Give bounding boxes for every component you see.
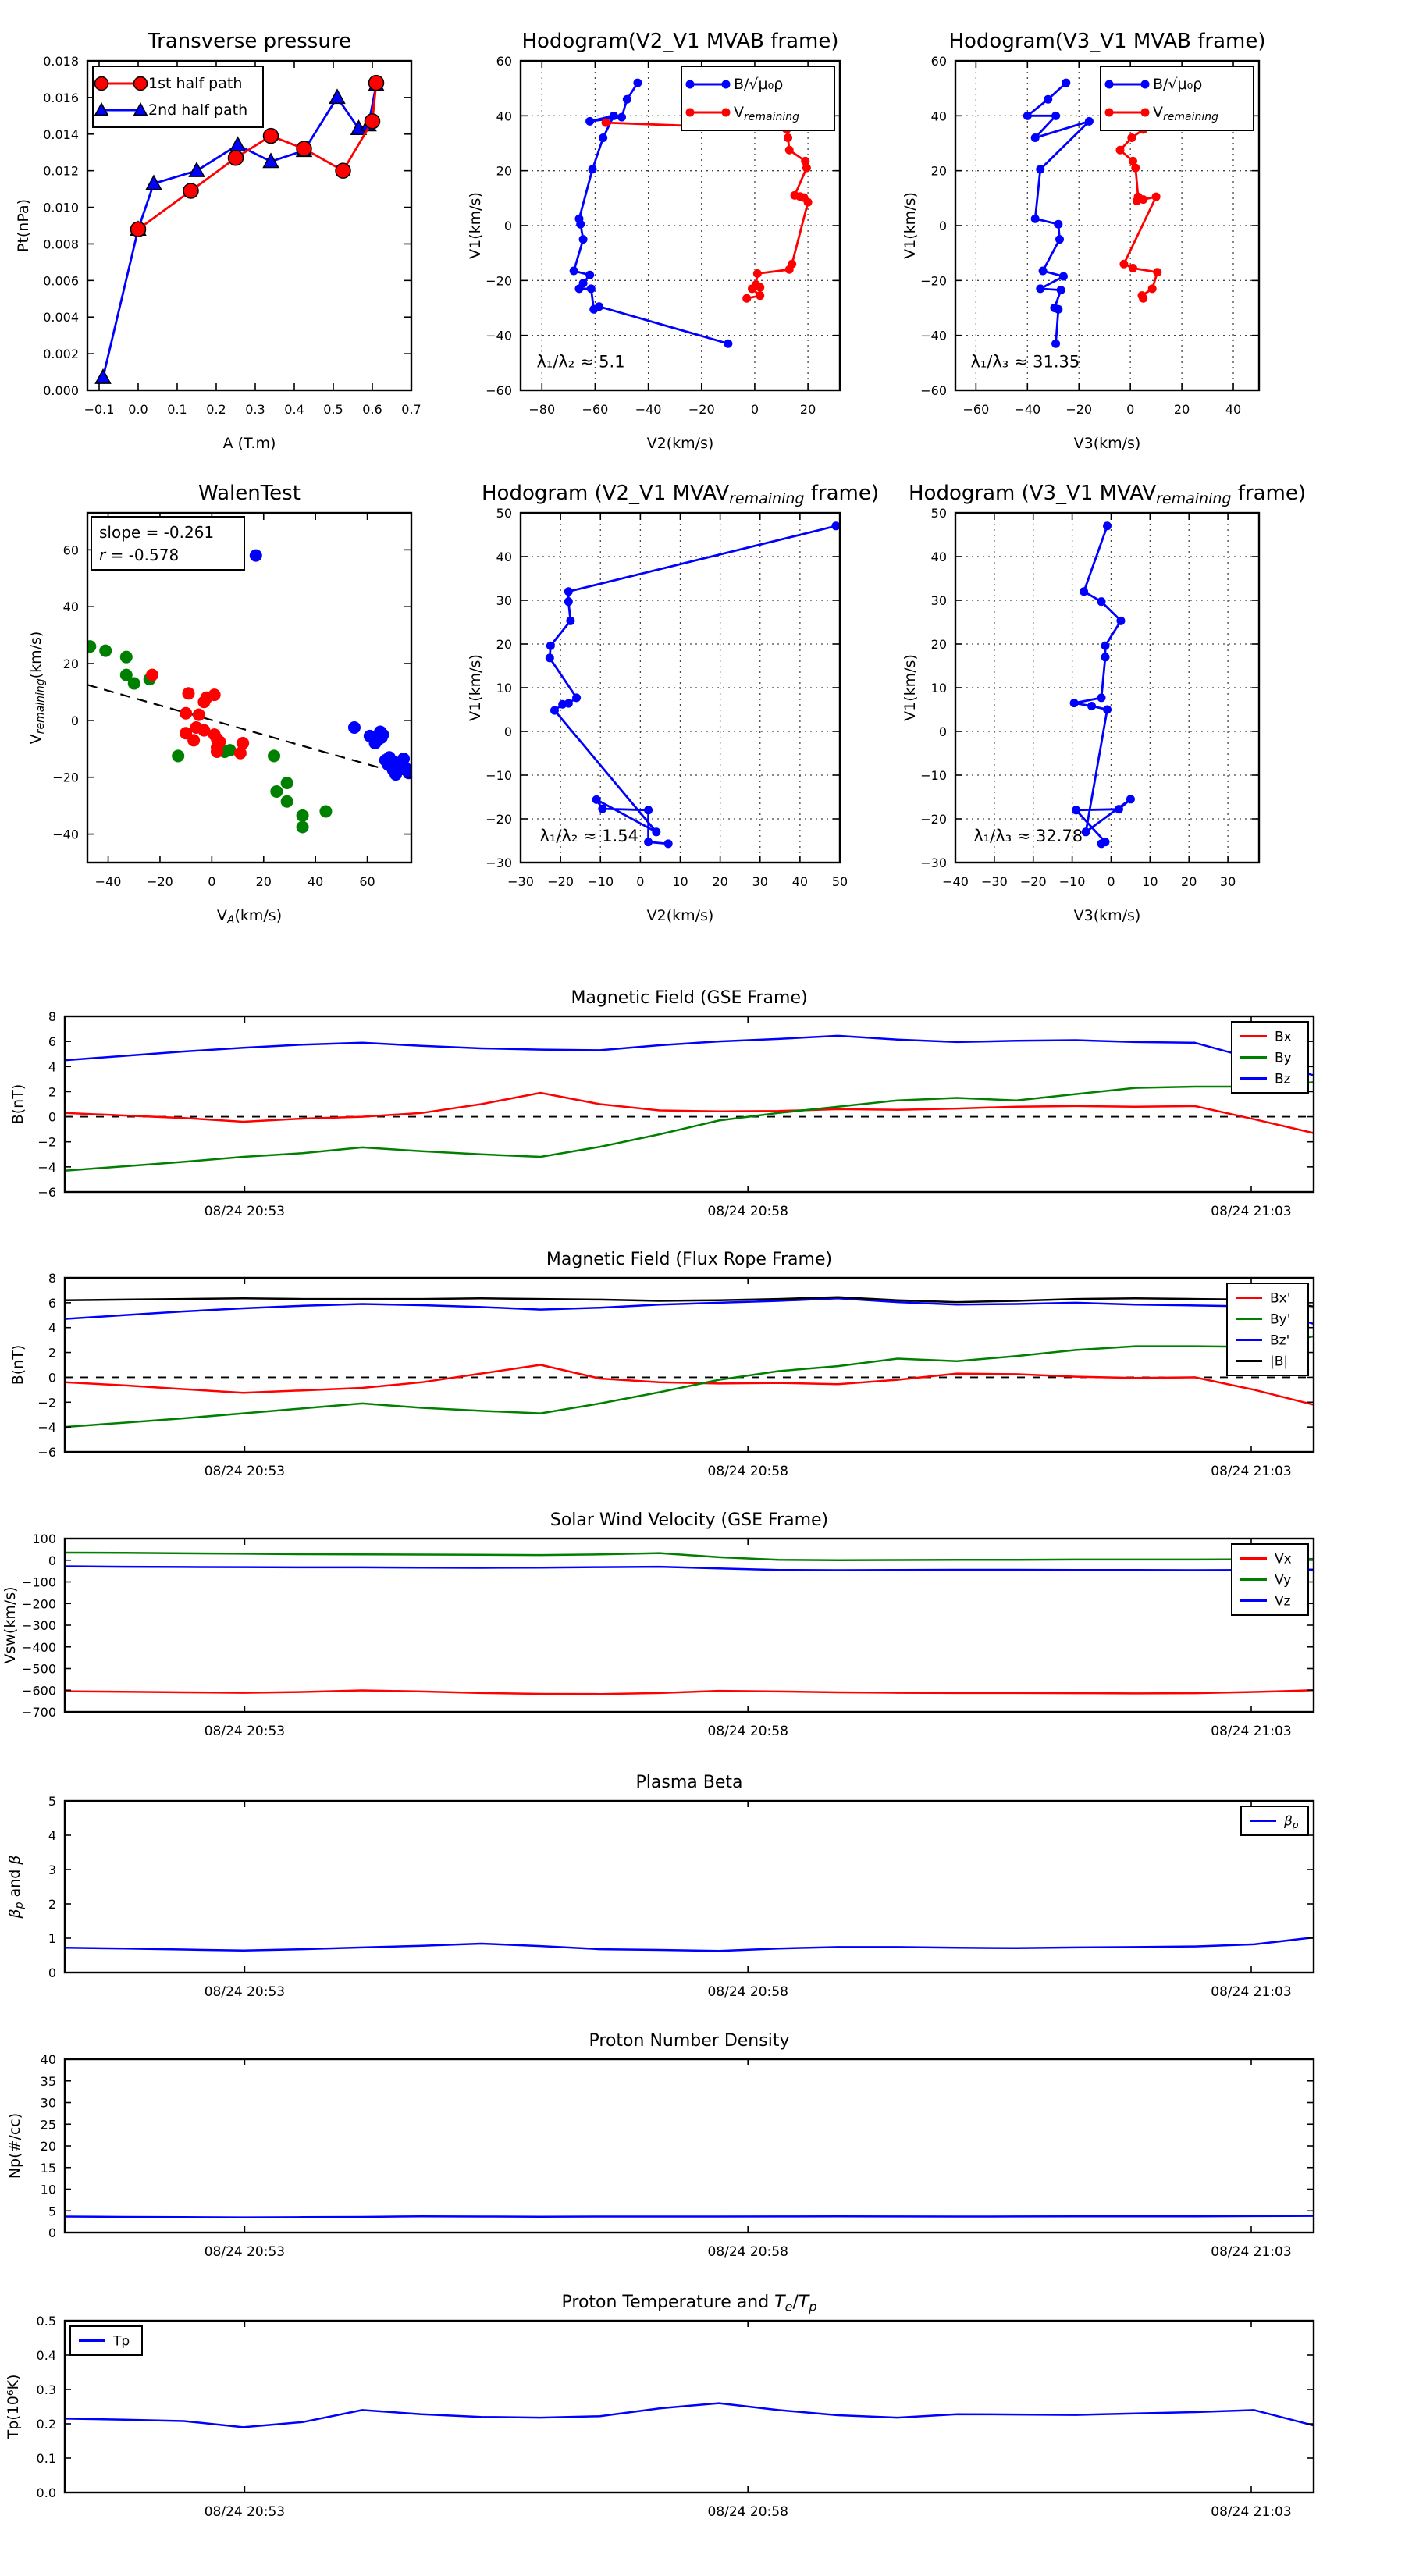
svg-text:2nd half path: 2nd half path	[148, 101, 248, 119]
svg-text:0.0: 0.0	[36, 2485, 56, 2500]
svg-text:Vsw(km/s): Vsw(km/s)	[2, 1586, 19, 1664]
panel-transverse-pressure	[12, 12, 468, 480]
svg-text:40: 40	[62, 600, 79, 615]
svg-text:6: 6	[48, 1034, 56, 1050]
svg-text:0: 0	[48, 1370, 56, 1386]
svg-text:−10: −10	[920, 768, 947, 783]
svg-text:0.006: 0.006	[43, 273, 79, 289]
svg-text:−40: −40	[52, 827, 79, 842]
svg-text:WalenTest: WalenTest	[198, 482, 301, 505]
svg-text:60: 60	[359, 874, 375, 889]
svg-text:V2(km/s): V2(km/s)	[646, 907, 714, 924]
svg-text:4: 4	[48, 1320, 56, 1336]
svg-text:30: 30	[930, 593, 947, 608]
svg-text:−60: −60	[962, 402, 990, 417]
svg-text:0.0: 0.0	[128, 402, 148, 417]
panel-proton-temperature	[0, 2272, 1405, 2553]
svg-text:−40: −40	[94, 874, 122, 889]
svg-text:−700: −700	[22, 1705, 56, 1720]
svg-text:V3(km/s): V3(km/s)	[1073, 907, 1141, 924]
svg-text:60: 60	[930, 54, 947, 69]
svg-text:−60: −60	[920, 383, 947, 398]
svg-text:−20: −20	[486, 273, 512, 289]
svg-text:Hodogram (V2_V1 MVAVremaining: Hodogram (V2_V1 $MVAV_{remaining}$ frame)	[482, 482, 879, 508]
svg-text:0.3: 0.3	[36, 2382, 56, 2397]
svg-text:0: 0	[503, 724, 512, 739]
svg-text:Transverse pressure: Transverse pressure	[148, 30, 351, 53]
svg-text:−10: −10	[486, 768, 512, 783]
svg-text:08/24 20:58: 08/24 20:58	[707, 1204, 788, 1219]
svg-text:50: 50	[930, 506, 947, 521]
svg-text:βp: $\beta_p$	[1284, 1813, 1299, 1831]
svg-text:−2: −2	[37, 1134, 56, 1150]
svg-text:100: 100	[32, 1532, 56, 1546]
svg-text:15: 15	[40, 2160, 56, 2176]
svg-text:30: 30	[496, 593, 512, 608]
svg-text:V1(km/s): V1(km/s)	[467, 654, 484, 721]
svg-text:Pt(nPa): Pt(nPa)	[15, 198, 32, 253]
svg-text:1st half path: 1st half path	[148, 75, 243, 92]
svg-text:08/24 20:53: 08/24 20:53	[204, 2244, 286, 2260]
svg-text:−20: −20	[147, 874, 173, 889]
svg-text:2: 2	[48, 1084, 56, 1100]
svg-text:−30: −30	[486, 856, 512, 870]
svg-text:λ₁/λ₂ ≈ 5.1: λ₁/λ₂ ≈ 5.1	[536, 352, 625, 372]
svg-text:A (T.m): A (T.m)	[222, 435, 276, 452]
svg-text:20: 20	[62, 656, 79, 672]
svg-text:20: 20	[255, 874, 272, 889]
svg-text:V2(km/s): V2(km/s)	[646, 435, 714, 452]
svg-text:08/24 21:03: 08/24 21:03	[1211, 2244, 1292, 2260]
svg-text:20: 20	[496, 637, 512, 652]
svg-text:30: 30	[1219, 874, 1236, 889]
svg-text:30: 30	[40, 2095, 56, 2111]
svg-text:0.018: 0.018	[43, 54, 79, 69]
svg-text:10: 10	[672, 874, 688, 889]
svg-text:−300: −300	[22, 1618, 56, 1633]
svg-text:Magnetic Field (GSE Frame): Magnetic Field (GSE Frame)	[571, 988, 808, 1008]
svg-text:60: 60	[496, 54, 512, 69]
svg-text:08/24 20:58: 08/24 20:58	[707, 1984, 788, 2000]
svg-text:−6: −6	[37, 1445, 56, 1460]
svg-text:50: 50	[831, 874, 848, 889]
svg-text:Vx: Vx	[1275, 1551, 1292, 1567]
svg-text:20: 20	[712, 874, 728, 889]
svg-text:50: 50	[496, 506, 512, 521]
svg-text:By: By	[1275, 1050, 1292, 1066]
svg-text:B(nT): B(nT)	[9, 1083, 27, 1125]
svg-text:−100: −100	[22, 1574, 56, 1590]
svg-text:−40: −40	[942, 874, 969, 889]
svg-text:0.002: 0.002	[43, 347, 79, 362]
svg-text:40: 40	[930, 109, 947, 124]
svg-text:−20: −20	[486, 812, 512, 827]
svg-text:Vremaining(km/s): $V_{remaining}(km/s)$	[27, 631, 47, 745]
svg-text:Vremaining: $V_{remaining}$	[734, 104, 799, 123]
svg-text:|B|: |B|	[1270, 1354, 1289, 1370]
svg-text:0.3: 0.3	[245, 402, 265, 417]
svg-text:Tp: Tp	[113, 2333, 130, 2350]
svg-text:10: 10	[40, 2182, 56, 2197]
svg-text:40: 40	[930, 550, 947, 564]
svg-text:0.014: 0.014	[43, 126, 79, 142]
panel-magnetic-field-gse	[0, 968, 1405, 1241]
svg-text:Hodogram(V3_V1 MVAB frame): Hodogram(V3_V1 MVAB frame)	[948, 30, 1266, 53]
panel-magnetic-field-flux-rope	[0, 1229, 1405, 1503]
svg-text:08/24 20:53: 08/24 20:53	[204, 1464, 286, 1479]
svg-text:V1(km/s): V1(km/s)	[467, 192, 484, 259]
svg-text:−40: −40	[635, 402, 662, 417]
panel-solar-wind-velocity	[0, 1489, 1405, 1763]
svg-text:Proton Number Density: Proton Number Density	[589, 2031, 790, 2051]
svg-text:4: 4	[48, 1059, 56, 1075]
svg-text:B/√μ₀ρ: B/√μ₀ρ	[734, 76, 784, 93]
svg-text:08/24 21:03: 08/24 21:03	[1211, 1464, 1292, 1479]
svg-text:2: 2	[48, 1345, 56, 1361]
svg-text:V1(km/s): V1(km/s)	[902, 654, 919, 721]
svg-text:−80: −80	[528, 402, 556, 417]
svg-text:0: 0	[636, 874, 645, 889]
svg-text:−60: −60	[486, 383, 512, 398]
svg-text:−200: −200	[22, 1596, 56, 1612]
svg-text:0: 0	[208, 874, 216, 889]
svg-text:10: 10	[496, 681, 512, 696]
svg-text:−2: −2	[37, 1395, 56, 1411]
svg-text:0.010: 0.010	[43, 200, 79, 215]
svg-text:25: 25	[40, 2117, 56, 2133]
svg-text:1: 1	[48, 1931, 56, 1946]
svg-text:Hodogram(V2_V1 MVAB frame): Hodogram(V2_V1 MVAB frame)	[521, 30, 839, 53]
svg-text:20: 20	[930, 637, 947, 652]
svg-text:60: 60	[62, 543, 79, 558]
svg-text:λ₁/λ₂ ≈ 1.54: λ₁/λ₂ ≈ 1.54	[539, 827, 639, 846]
svg-text:λ₁/λ₃ ≈ 31.35: λ₁/λ₃ ≈ 31.35	[970, 352, 1080, 372]
svg-text:08/24 21:03: 08/24 21:03	[1211, 2504, 1292, 2520]
svg-text:35: 35	[40, 2073, 56, 2089]
svg-text:−60: −60	[582, 402, 609, 417]
svg-text:0.1: 0.1	[36, 2451, 56, 2466]
svg-text:−20: −20	[920, 812, 947, 827]
svg-text:0.2: 0.2	[36, 2417, 56, 2432]
svg-text:−500: −500	[22, 1661, 56, 1677]
svg-text:0: 0	[48, 2226, 56, 2240]
svg-text:VA(km/s): $V_A(km/s)$	[216, 907, 283, 927]
svg-text:Vz: Vz	[1275, 1593, 1291, 1610]
svg-text:0.4: 0.4	[36, 2348, 56, 2363]
svg-text:08/24 20:53: 08/24 20:53	[204, 1984, 286, 2000]
svg-text:20: 20	[496, 163, 512, 179]
svg-text:0: 0	[1107, 874, 1115, 889]
svg-text:20: 20	[799, 402, 816, 417]
svg-text:−4: −4	[37, 1420, 56, 1436]
svg-text:0.012: 0.012	[43, 163, 79, 179]
svg-text:0.004: 0.004	[43, 310, 79, 326]
svg-text:λ₁/λ₃ ≈ 32.78: λ₁/λ₃ ≈ 32.78	[973, 827, 1083, 846]
svg-text:30: 30	[752, 874, 768, 889]
svg-text:08/24 20:53: 08/24 20:53	[204, 2504, 286, 2520]
svg-text:−20: −20	[920, 273, 947, 289]
svg-text:0.6: 0.6	[362, 402, 382, 417]
svg-text:08/24 20:53: 08/24 20:53	[204, 1724, 286, 1739]
svg-text:−30: −30	[980, 874, 1008, 889]
svg-text:B/√μ₀ρ: B/√μ₀ρ	[1153, 76, 1203, 93]
svg-text:08/24 21:03: 08/24 21:03	[1211, 1724, 1292, 1739]
svg-text:0: 0	[938, 219, 947, 233]
svg-text:0: 0	[48, 1553, 56, 1568]
svg-text:−20: −20	[688, 402, 715, 417]
svg-text:Bz: Bz	[1275, 1071, 1291, 1087]
svg-text:0.5: 0.5	[323, 402, 343, 417]
svg-text:−40: −40	[920, 328, 947, 343]
svg-text:B(nT): B(nT)	[9, 1344, 27, 1386]
svg-text:−30: −30	[507, 874, 534, 889]
svg-text:40: 40	[40, 2052, 56, 2067]
panel-walen-test	[12, 480, 468, 948]
svg-text:Np(#/cc): Np(#/cc)	[6, 2112, 23, 2179]
svg-text:10: 10	[1142, 874, 1158, 889]
svg-text:0: 0	[503, 219, 512, 233]
svg-text:40: 40	[1225, 402, 1242, 417]
svg-text:08/24 20:58: 08/24 20:58	[707, 1724, 788, 1739]
svg-text:5: 5	[48, 2204, 56, 2219]
svg-text:10: 10	[930, 681, 947, 696]
svg-text:3: 3	[48, 1863, 56, 1877]
svg-text:Magnetic Field (Flux Rope Fram: Magnetic Field (Flux Rope Frame)	[546, 1250, 833, 1269]
svg-text:−40: −40	[486, 328, 512, 343]
svg-text:−0.1: −0.1	[84, 402, 115, 417]
svg-text:−20: −20	[52, 770, 79, 785]
svg-text:8: 8	[48, 1009, 56, 1024]
svg-text:slope = -0.261: slope = -0.261	[99, 523, 215, 542]
svg-text:0.000: 0.000	[43, 383, 79, 398]
svg-text:−400: −400	[22, 1639, 56, 1655]
svg-text:0: 0	[48, 1109, 56, 1125]
svg-text:Tp(10⁶K): Tp(10⁶K)	[5, 2374, 22, 2439]
svg-text:08/24 21:03: 08/24 21:03	[1211, 1984, 1292, 2000]
panel-hodogram-v2v1-mvab	[468, 12, 921, 480]
svg-text:0: 0	[938, 724, 947, 739]
svg-text:−20: −20	[547, 874, 574, 889]
svg-text:−20: −20	[1019, 874, 1047, 889]
svg-text:r = -0.578: r = -0.578	[99, 546, 180, 564]
panel-hodogram-v3v1-mvab	[902, 12, 1405, 480]
svg-text:0: 0	[48, 1966, 56, 1980]
svg-text:08/24 20:53: 08/24 20:53	[204, 1204, 286, 1219]
svg-text:V3(km/s): V3(km/s)	[1073, 435, 1141, 452]
panel-plasma-beta	[0, 1752, 1405, 2025]
svg-text:Vy: Vy	[1275, 1572, 1292, 1589]
svg-text:Proton Temperature and Te/Tp: Proton Temperature and $T_e/T_p$	[561, 2293, 817, 2314]
svg-text:−30: −30	[920, 856, 947, 870]
svg-text:Bx': Bx'	[1270, 1290, 1291, 1307]
svg-text:0: 0	[1126, 402, 1135, 417]
svg-text:20: 20	[930, 163, 947, 179]
panel-hodogram-v3v1-mvav	[902, 480, 1405, 948]
svg-text:40: 40	[496, 550, 512, 564]
svg-text:0.7: 0.7	[401, 402, 422, 417]
svg-text:0.008: 0.008	[43, 237, 79, 252]
svg-text:6: 6	[48, 1295, 56, 1311]
svg-text:08/24 20:58: 08/24 20:58	[707, 2244, 788, 2260]
svg-text:Vremaining: $V_{remaining}$	[1153, 104, 1218, 123]
svg-text:0.016: 0.016	[43, 90, 79, 105]
svg-text:Bx: Bx	[1275, 1029, 1292, 1045]
svg-text:Plasma Beta: Plasma Beta	[635, 1773, 743, 1792]
panel-proton-number-density	[0, 2010, 1405, 2283]
svg-text:5: 5	[48, 1794, 56, 1809]
panel-hodogram-v2v1-mvav	[468, 480, 921, 948]
svg-text:By': By'	[1270, 1311, 1291, 1328]
svg-text:8: 8	[48, 1271, 56, 1286]
svg-text:−10: −10	[587, 874, 614, 889]
svg-text:0.4: 0.4	[284, 402, 304, 417]
svg-text:40: 40	[791, 874, 809, 889]
svg-text:V1(km/s): V1(km/s)	[902, 192, 919, 259]
svg-text:40: 40	[307, 874, 324, 889]
svg-text:Hodogram (V3_V1 MVAVremaining: Hodogram (V3_V1 $MVAV_{remaining}$ frame)	[909, 482, 1306, 508]
svg-text:βp and β: $\beta_p$ and β	[6, 1855, 26, 1919]
svg-text:0: 0	[70, 713, 79, 728]
svg-text:20: 20	[1173, 402, 1190, 417]
svg-text:−4: −4	[37, 1159, 56, 1175]
svg-text:0: 0	[750, 402, 759, 417]
svg-text:−40: −40	[1014, 402, 1041, 417]
svg-text:−600: −600	[22, 1683, 56, 1699]
svg-text:0.1: 0.1	[167, 402, 187, 417]
svg-text:0.2: 0.2	[206, 402, 226, 417]
svg-text:0.5: 0.5	[36, 2314, 56, 2329]
svg-text:40: 40	[496, 109, 512, 124]
svg-text:−6: −6	[37, 1185, 56, 1200]
svg-text:08/24 20:58: 08/24 20:58	[707, 1464, 788, 1479]
svg-text:20: 20	[40, 2139, 56, 2154]
svg-text:08/24 21:03: 08/24 21:03	[1211, 1204, 1292, 1219]
svg-text:4: 4	[48, 1828, 56, 1843]
svg-text:−20: −20	[1065, 402, 1093, 417]
svg-text:2: 2	[48, 1897, 56, 1912]
svg-text:20: 20	[1181, 874, 1197, 889]
svg-text:Bz': Bz'	[1270, 1332, 1290, 1349]
svg-text:−10: −10	[1058, 874, 1086, 889]
svg-text:08/24 20:58: 08/24 20:58	[707, 2504, 788, 2520]
svg-text:Solar Wind Velocity (GSE Frame: Solar Wind Velocity (GSE Frame)	[550, 1510, 829, 1530]
